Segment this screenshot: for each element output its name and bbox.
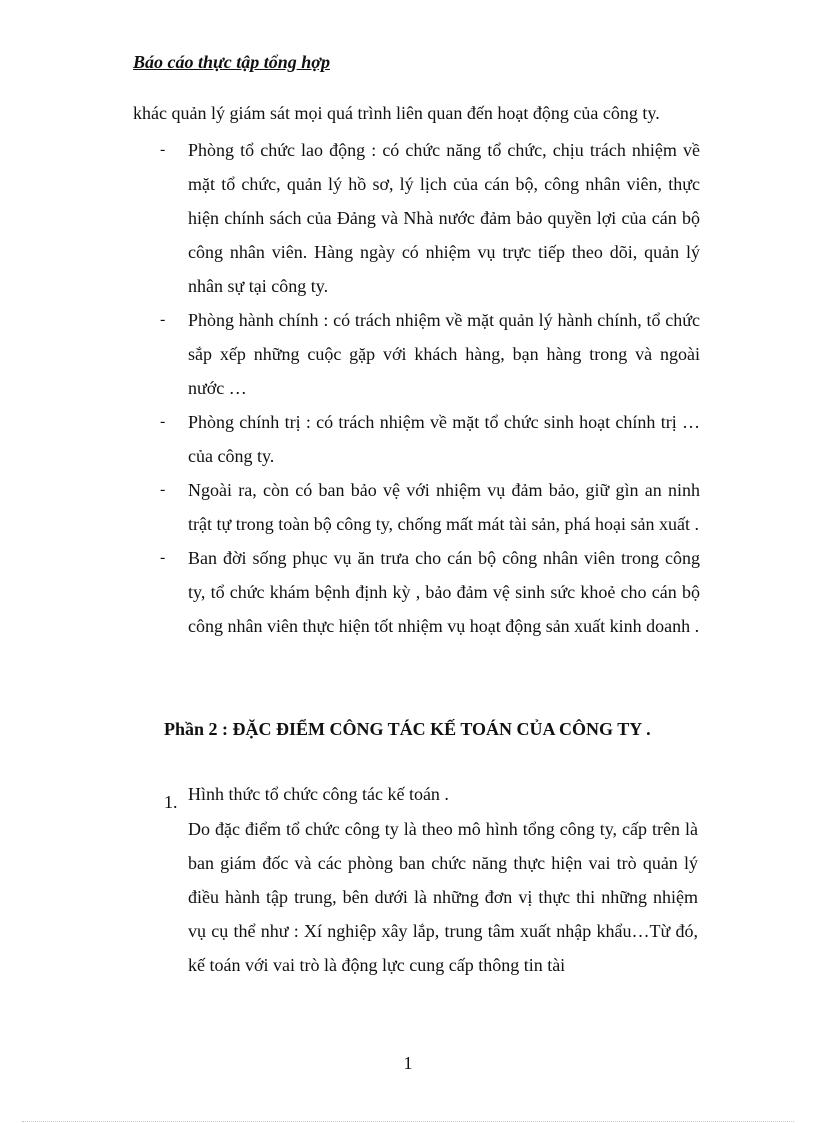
department-bullet-list	[160, 133, 700, 643]
item-title: Hình thức tổ chức công tác kế toán .	[188, 784, 449, 804]
bullet-text: Phòng tổ chức lao động : có chức năng tổ chức, chịu trách nhiệm về mặt tổ chức, quản lý hồ sơ, lý lịch của cán bộ, công nhân viên, thực hiện chính sách của Đảng và Nhà nước đảm bảo quyền lợi của cán bộ công nhân viên. Hàng ngày có nhiệm vụ trực tiếp theo dõi, quản lý nhân sự tại công ty.	[188, 140, 700, 296]
section-heading: Phần 2 : ĐẶC ĐIỂM CÔNG TÁC KẾ TOÁN CỦA CÔNG TY .	[164, 719, 651, 739]
bullet-organization-dept	[160, 133, 700, 303]
item-number: 1.	[164, 792, 178, 812]
bullet-text: Ban đời sống phục vụ ăn trưa cho cán bộ công nhân viên trong công ty, tổ chức khám bệnh định kỳ , bảo đảm vệ sinh sức khoẻ cho cán bộ công nhân viên thực hiện tốt nhiệm vụ hoạt động sản xuất kinh doanh .	[188, 548, 700, 636]
intro-paragraph-line: khác quản lý giám sát mọi quá trình liên quan đến hoạt động của công ty.	[133, 103, 660, 123]
bullet-dash: -	[160, 141, 166, 158]
item-body-paragraph: Do đặc điểm tổ chức công ty là theo mô hình tổng công ty, cấp trên là ban giám đốc và các phòng ban chức năng thực hiện vai trò quản lý điều hành tập trung, bên dưới là những đơn vị thực thi những nhiệm vụ cụ thể như : Xí nghiệp xây lắp, trung tâm xuất nhập khẩu…Từ đó, kế toán với vai trò là động lực cung cấp thông tin tài	[188, 819, 698, 975]
bullet-dash: -	[160, 413, 166, 430]
page-number: 1	[403, 1053, 413, 1073]
bullet-text: Phòng hành chính : có trách nhiệm về mặt quản lý hành chính, tổ chức sắp xếp những cuộc gặp với khách hàng, bạn hàng trong và ngoài nước …	[188, 310, 700, 398]
bullet-political-dept	[160, 405, 700, 473]
bullet-welfare-team	[160, 541, 700, 643]
bullet-admin-dept	[160, 303, 700, 405]
bullet-dash: -	[160, 481, 166, 498]
bullet-dash: -	[160, 311, 166, 328]
bullet-text: Phòng chính trị : có trách nhiệm về mặt tổ chức sinh hoạt chính trị …của công ty.	[188, 412, 700, 466]
report-header-title: Báo cáo thực tập tổng hợp	[133, 52, 330, 72]
bullet-text: Ngoài ra, còn có ban bảo vệ với nhiệm vụ đảm bảo, giữ gìn an ninh trật tự trong toàn bộ công ty, chống mất mát tài sản, phá hoại sản xuất .	[188, 480, 700, 534]
bullet-dash: -	[160, 549, 166, 566]
bullet-security-team	[160, 473, 700, 541]
page-bottom-divider	[22, 1121, 794, 1122]
